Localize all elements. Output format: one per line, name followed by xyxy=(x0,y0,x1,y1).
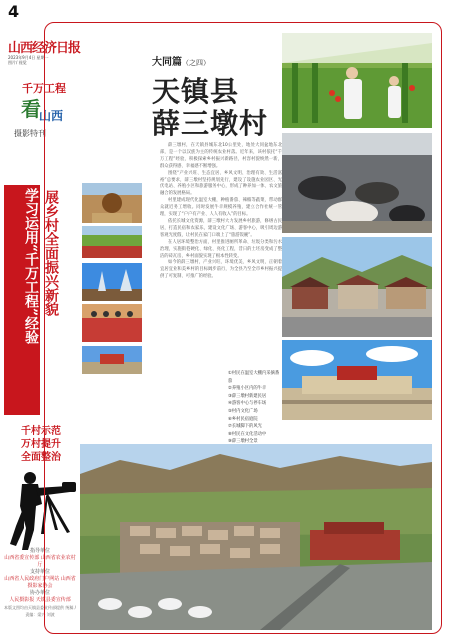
kicker-note: （之四） xyxy=(182,59,210,67)
credit-label: 支持单位 xyxy=(29,569,50,575)
article-paragraph: 村里建成现代化温室大棚，种植番茄、辣椒等蔬菜，带动群众就近务工增收。同时发展牛羊规模养殖，建立合作社统一管理，实现了“户户有产业、人人有收入”的目标。 xyxy=(160,198,282,218)
credit-label: 指导单位 xyxy=(29,548,50,554)
credit-value: 山西省人民政府门户网站 山西省摄影家协会 xyxy=(4,576,76,589)
photo-visitor-center xyxy=(282,340,432,420)
headline-line-2: 薛三墩村 xyxy=(152,107,269,140)
photo-sculpture xyxy=(82,183,142,223)
issue-date xyxy=(8,55,49,65)
credit-value: 山西省委宣传部 山西省农业农村厅 xyxy=(4,555,76,568)
motto-line-2: 展乡村全面振兴新貌 xyxy=(43,190,59,316)
article-paragraph: 在人居环境整治方面，村里推进厕所革命、垃圾分类和污水治理，实施街巷硬化、绿化、亮化工程，昔日的土坯房变成了整洁的砖瓦房，乡村面貌实现了根本性转变。 xyxy=(160,239,282,259)
caption-item: ③薛三墩村新建民居 xyxy=(228,393,267,399)
series-title-shanxi: 山西 xyxy=(39,109,64,123)
photo-village-panorama xyxy=(80,444,432,630)
photo-captions xyxy=(228,370,280,446)
slogan-line: 万村提升 xyxy=(21,439,61,450)
credit-value: 人民摄影报 天镇县委宣传部 xyxy=(9,597,71,603)
article-paragraph: 围绕“产业兴旺、生态宜居、乡风文明、治理有效、生活富裕”总要求，薛三墩村坚持规划先行，建设了设施农业园区、光伏电站、养殖小区和旅游服务中心，形成了种养加一体、农文旅融合的发展格局。 xyxy=(160,170,282,197)
caption-item: ⑤村内文化广场 xyxy=(228,408,258,414)
caption-item: ⑦长城脚下的风光 xyxy=(228,424,262,430)
article-headline xyxy=(152,76,268,140)
date-line: 2023年9月4日 星期一 xyxy=(8,55,49,60)
edition-line: 图片/ 视觉 xyxy=(8,60,27,65)
page-number: 4 xyxy=(8,2,20,21)
article-paragraph: 薛三墩村，在天镇县城东北10公里处，地处大同盆地东北部，是一个以汉族为主的传统农业村落。近年来，该村依托“千万工程”经验，积极探索乡村振兴新路径，村容村貌焕然一新，群众获得感、幸福感不断增强。 xyxy=(160,143,282,169)
series-title-kan: 看 xyxy=(21,97,41,121)
headline-line-1: 天镇县 xyxy=(152,75,240,108)
article-paragraph: 依托长城文化资源，薛三墩村大力发展乡村旅游，修缮古民居，打造民宿和农家乐，建设文化广场、游客中心，吸引周边游客观光度假，让村民在家门口端上了“旅游饭碗”。 xyxy=(160,218,282,238)
caption-item: ①村民在温室大棚内采摘番茄 xyxy=(228,371,280,384)
series-subtitle: 摄影特刊 xyxy=(14,129,46,138)
caption-item: ⑥乡村民宿庭院 xyxy=(228,416,258,422)
photo-village-houses xyxy=(282,237,432,337)
caption-item: ②养殖小区内的牛羊 xyxy=(228,386,267,392)
slogan-line: 全面整治 xyxy=(21,452,61,463)
caption-item: ⑨薛三墩村全景 xyxy=(228,439,258,445)
article-paragraph: 如今的薛三墩村，产业兴旺、环境优美、乡风文明，正朝着宜居宜业和美乡村的目标阔步前行，为全县乃至全市乡村振兴提供了可复制、可推广的经验。 xyxy=(160,260,282,280)
caption-item: ⑧村民在文化活动中 xyxy=(228,431,267,437)
article-kicker xyxy=(152,53,210,68)
photo-greenhouse xyxy=(282,33,432,128)
photo-festival xyxy=(82,304,142,342)
credit-label: 协办单位 xyxy=(29,590,50,596)
photo-cattle-farm xyxy=(282,133,432,233)
article-body xyxy=(160,143,282,281)
photo-gate xyxy=(82,346,142,374)
photo-fields xyxy=(82,226,142,258)
photo-trees xyxy=(82,263,142,301)
credit-note: 本版文图均由天镇县委宣传部提供 统稿 / 责编：梁兴 刘波 xyxy=(4,605,76,617)
kicker-text: 大同篇 xyxy=(152,57,182,68)
series-title: 千万工程 xyxy=(22,82,66,95)
caption-item: ④游客中心与停车场 xyxy=(228,401,267,407)
masthead-logo: 山西经济日报 xyxy=(8,41,81,56)
motto-line-1: 学习运用“千万工程”经验 xyxy=(23,188,39,345)
slogan-line: 千村示范 xyxy=(21,426,61,437)
